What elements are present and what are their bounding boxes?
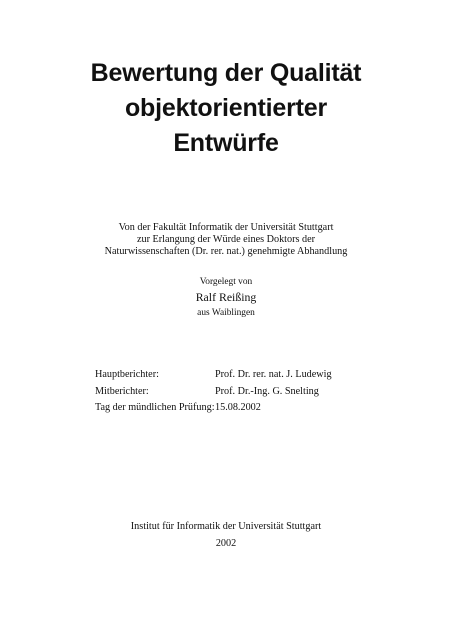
title-line-2: objektorientierter: [124, 94, 327, 122]
committee-row-exam-date: [95, 402, 261, 414]
committee-label: Hauptberichter:: [95, 369, 159, 380]
presented-by: Vorgelegt von: [199, 277, 253, 287]
description-line-3: Naturwissenschaften (Dr. rer. nat.) genehmigte Abhandlung: [104, 246, 348, 257]
thesis-title: [0, 56, 452, 161]
year: 2002: [215, 538, 237, 549]
title-line-1: Bewertung der Qualität: [90, 59, 362, 87]
author-origin: aus Waiblingen: [197, 308, 255, 318]
description-line-1: Von der Fakultät Informatik der Universität Stuttgart: [118, 222, 334, 233]
title-line-3: Entwürfe: [173, 129, 279, 157]
committee-value: Prof. Dr.-Ing. G. Snelting: [215, 386, 319, 397]
committee-row-main-reviewer: [95, 369, 332, 381]
committee-value: Prof. Dr. rer. nat. J. Ludewig: [215, 369, 332, 380]
institute: Institut für Informatik der Universität Stuttgart: [130, 521, 322, 532]
committee-label: Tag der mündlichen Prüfung:: [95, 402, 215, 413]
author-name: Ralf Reißing: [195, 290, 257, 304]
committee-label: Mitberichter:: [95, 386, 149, 397]
committee-row-co-reviewer: [95, 386, 319, 398]
description-line-2: zur Erlangung der Würde eines Doktors der: [136, 234, 316, 245]
committee-value: 15.08.2002: [215, 402, 261, 413]
